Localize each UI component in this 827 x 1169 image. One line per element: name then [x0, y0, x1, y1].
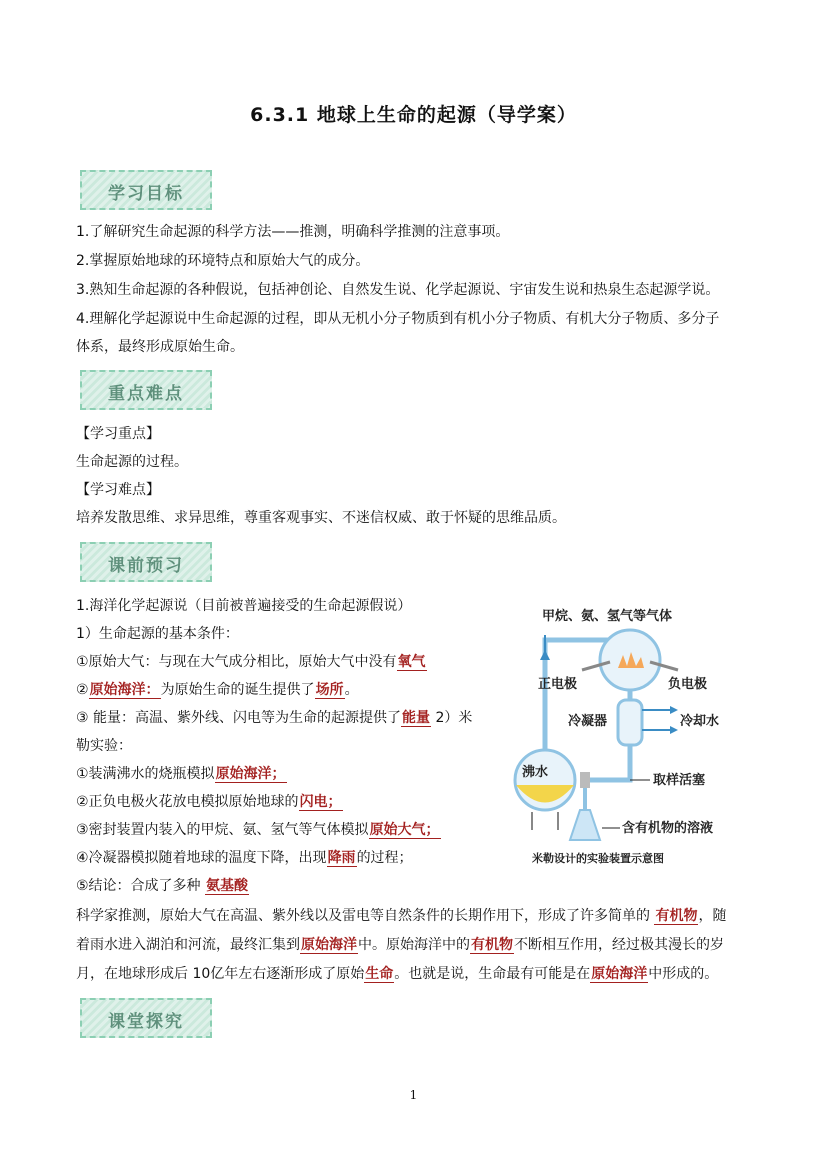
goal-4-cont: 体系，最终形成原始生命。: [76, 339, 244, 355]
answer-oxygen: 氧气: [397, 654, 426, 670]
preview-line-11: ⑤结论：合成了多种 氨基酸: [76, 878, 249, 894]
miller-experiment-diagram: [510, 600, 750, 870]
preview-line-4: ②原始海洋：为原始生命的诞生提供了场所。: [76, 682, 359, 698]
preview-line-10: ④冷凝器模拟随着地球的温度下降，出现降雨的过程；: [76, 850, 413, 866]
difficulty-text: 培养发散思维、求异思维，尊重客观事实、不迷信权威、敢于怀疑的思维品质。: [76, 510, 566, 526]
preview-line-9: ③密封装置内装入的甲烷、氨、氢气等气体模拟原始大气；: [76, 822, 440, 838]
section-header-preview: 课前预习: [80, 542, 212, 582]
answer-lightning: 闪电；: [299, 794, 342, 810]
section-header-goals: 学习目标: [80, 170, 212, 210]
answer-primitive-ocean: 原始海洋：: [89, 682, 160, 698]
difficulty-label: 【学习难点】: [76, 482, 160, 498]
answer-ocean: 原始海洋；: [215, 766, 286, 782]
label-sampling-stopcock: 取样活塞: [653, 773, 706, 788]
answer-amino-acid: 氨基酸: [206, 878, 249, 894]
section-header-keypoints: 重点难点: [80, 370, 212, 410]
preview-line-6: 勒实验：: [76, 738, 132, 754]
preview-line-5: ③ 能量：高温、紫外线、闪电等为生命的起源提供了能量 2）米: [76, 710, 473, 726]
answer-ocean-3: 原始海洋: [591, 966, 648, 982]
preview-line-2: 1）生命起源的基本条件：: [76, 626, 239, 642]
label-positive-electrode: 正电极: [538, 677, 578, 692]
label-condenser: 冷凝器: [568, 714, 608, 729]
answer-rain: 降雨: [327, 850, 356, 866]
preview-line-7: ①装满沸水的烧瓶模拟原始海洋；: [76, 766, 286, 782]
focus-label: 【学习重点】: [76, 426, 160, 442]
answer-organic-2: 有机物: [471, 937, 513, 953]
paragraph-line-3: 月，在地球形成后 10亿年左右逐渐形成了原始生命。也就是说，生命最有可能是在原始海洋中形成的。: [76, 966, 719, 982]
answer-life: 生命: [365, 966, 394, 982]
paragraph-line-2: 着雨水进入湖泊和河流，最终汇集到原始海洋中。原始海洋中的有机物不断相互作用，经过极其漫长的岁: [76, 937, 724, 953]
label-boiling-water: 沸水: [522, 765, 549, 780]
label-cooling-water: 冷却水: [680, 714, 720, 729]
page-number: 1: [409, 1088, 418, 1102]
goal-1: 1.了解研究生命起源的科学方法——推测，明确科学推测的注意事项。: [76, 224, 510, 240]
label-negative-electrode: 负电极: [668, 677, 708, 692]
page-title: 6.3.1 地球上生命的起源（导学案）: [250, 104, 577, 126]
diagram-caption: 米勒设计的实验装置示意图: [532, 852, 664, 865]
goal-3: 3.熟知生命起源的各种假说，包括神创论、自然发生说、化学起源说、宇宙发生说和热泉生态起源学说。: [76, 282, 720, 298]
answer-organic-1: 有机物: [655, 908, 698, 924]
answer-place: 场所: [315, 682, 344, 698]
paragraph-line-1: 科学家推测，原始大气在高温、紫外线以及雷电等自然条件的长期作用下，形成了许多简单的 有机物，随: [76, 908, 727, 924]
preview-line-1: 1.海洋化学起源说（目前被普遍接受的生命起源假说）: [76, 598, 412, 614]
label-gas: 甲烷、氨、氢气等气体: [542, 609, 673, 624]
label-organic-solution: 含有机物的溶液: [622, 821, 714, 836]
answer-ocean-2: 原始海洋: [301, 937, 357, 953]
answer-atmosphere: 原始大气；: [369, 822, 440, 838]
answer-energy: 能量: [402, 710, 430, 726]
goal-2: 2.掌握原始地球的环境特点和原始大气的成分。: [76, 253, 370, 269]
preview-line-8: ②正负电极火花放电模拟原始地球的闪电；: [76, 794, 342, 810]
focus-text: 生命起源的过程。: [76, 454, 188, 470]
preview-line-3: ①原始大气：与现在大气成分相比，原始大气中没有氧气: [76, 654, 426, 670]
goal-4: 4.理解化学起源说中生命起源的过程，即从无机小分子物质到有机小分子物质、有机大分子物质、多分子: [76, 311, 720, 327]
section-header-explore: 课堂探究: [80, 998, 212, 1038]
miller-apparatus-illustration: [510, 600, 750, 870]
